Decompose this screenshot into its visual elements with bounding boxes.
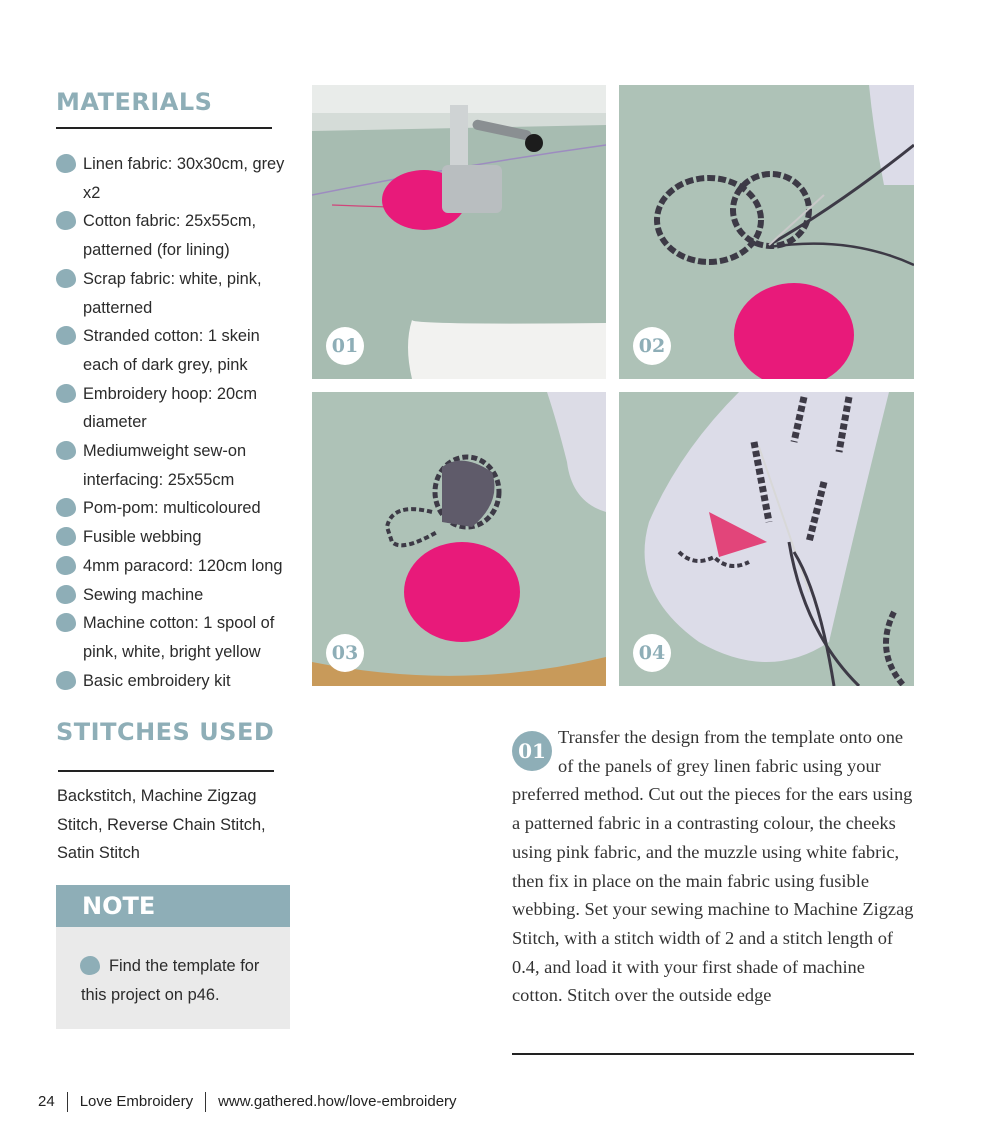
materials-item	[56, 494, 296, 523]
step-photo-04	[619, 392, 914, 686]
step-photo-01	[312, 85, 606, 379]
photo-step-badge: 03	[326, 634, 364, 672]
step-photo-03	[312, 392, 606, 686]
materials-item-label: Mediumweight sew-on interfacing: 25x55cm	[83, 442, 247, 489]
bullet-blob-icon	[56, 585, 76, 604]
bullet-blob-icon	[56, 154, 76, 173]
materials-item	[56, 581, 296, 610]
photo-step-badge: 01	[326, 327, 364, 365]
stitches-heading: STITCHES USED	[56, 718, 275, 746]
photo-step-badge: 04	[633, 634, 671, 672]
materials-item-label: Machine cotton: 1 spool of pink, white, bright yellow	[83, 614, 275, 661]
materials-item-label: Linen fabric: 30x30cm, grey x2	[83, 155, 285, 202]
step-1-instructions: Transfer the design from the template onto one of the panels of grey linen fabric using your preferred method. Cut out the pieces for the ears using a patterned fabric in a contrasting colour, the cheeks using pink fabric, and the muzzle using white fabric, then fix in place on the main fabric using fusible webbing. Set your sewing machine to Machine Zigzag Stitch, with a stitch width of 2 and a stitch length of 0.4, and load it with your first shade of machine cotton. Stitch over the outside edge	[512, 727, 914, 1006]
continuation-divider	[512, 1053, 914, 1055]
bullet-blob-icon	[56, 527, 76, 546]
materials-item	[56, 265, 296, 322]
magazine-name: Love Embroidery	[79, 1092, 194, 1110]
bullet-blob-icon	[56, 211, 76, 230]
materials-item-label: Scrap fabric: white, pink, patterned	[83, 269, 262, 317]
materials-item-label: Fusible webbing	[83, 528, 202, 547]
bullet-blob-icon	[56, 441, 76, 460]
footer-separator	[205, 1092, 206, 1112]
materials-item	[56, 667, 296, 696]
note-text: Find the template for this project on p46.	[81, 957, 260, 1004]
bullet-blob-icon	[56, 556, 76, 575]
note-heading: NOTE	[82, 892, 156, 920]
materials-item	[56, 552, 296, 581]
website-link[interactable]: www.gathered.how/love-embroidery	[218, 1092, 457, 1110]
materials-divider	[56, 127, 272, 129]
materials-item	[56, 322, 296, 379]
materials-item	[56, 437, 296, 494]
page-number: 24	[38, 1092, 55, 1110]
materials-item	[56, 207, 296, 264]
stitches-list-text: Backstitch, Machine Zigzag Stitch, Reverse Chain Stitch, Satin Stitch	[57, 787, 266, 862]
materials-item	[56, 523, 296, 552]
materials-item-label: Cotton fabric: 25x55cm, patterned (for lining)	[83, 212, 257, 260]
materials-item-label: Embroidery hoop: 20cm diameter	[83, 384, 258, 432]
bullet-blob-icon	[56, 384, 76, 403]
materials-item	[56, 609, 296, 666]
bullet-blob-icon	[56, 613, 76, 632]
materials-heading: MATERIALS	[56, 88, 213, 116]
materials-item-label: Sewing machine	[83, 585, 204, 604]
materials-list	[56, 150, 296, 695]
footer-separator	[67, 1092, 68, 1112]
materials-item-label: 4mm paracord: 120cm long	[83, 556, 283, 575]
materials-item-label: Stranded cotton: 1 skein each of dark grey, pink	[83, 327, 260, 374]
step-photo-02	[619, 85, 914, 379]
step-number-badge: 01	[512, 731, 552, 771]
materials-item	[56, 380, 296, 437]
bullet-blob-icon	[56, 671, 76, 690]
bullet-blob-icon	[56, 326, 76, 345]
bullet-blob-icon	[56, 498, 76, 517]
materials-item-label: Pom-pom: multicoloured	[83, 499, 261, 518]
materials-item	[56, 150, 296, 207]
photo-step-badge: 02	[633, 327, 671, 365]
bullet-blob-icon	[56, 269, 76, 288]
materials-item-label: Basic embroidery kit	[83, 671, 231, 690]
page-footer	[38, 1092, 457, 1112]
stitches-divider	[58, 770, 274, 772]
